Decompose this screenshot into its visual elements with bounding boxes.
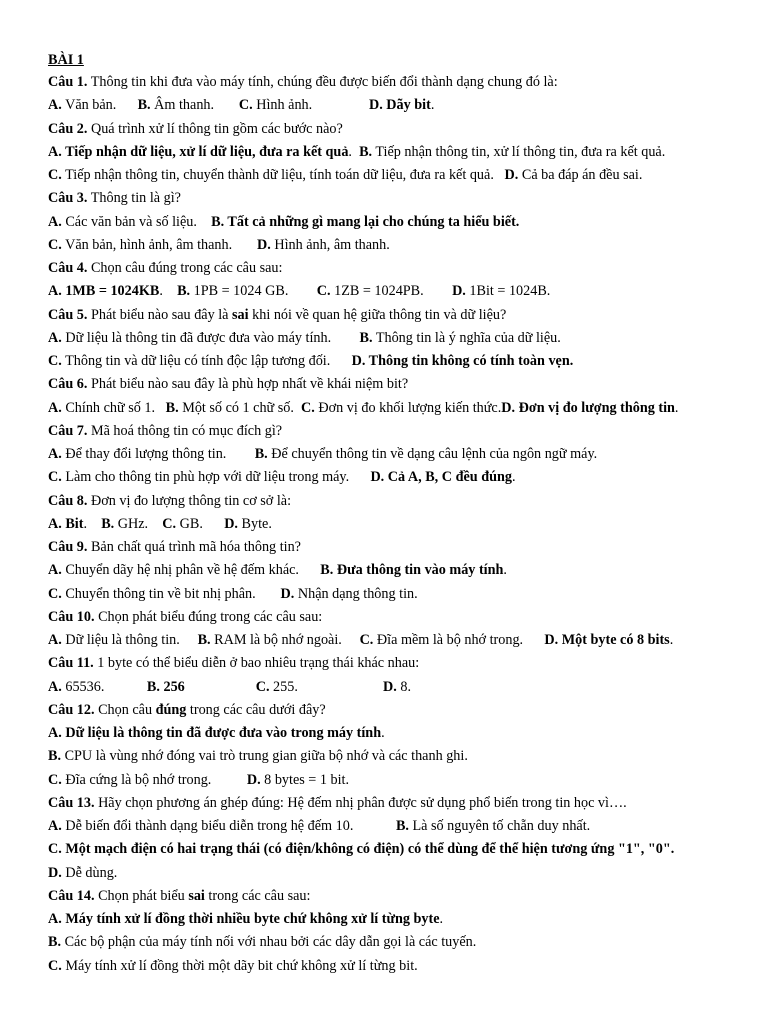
text-segment: Hình ảnh, âm thanh. [270,236,390,253]
text-segment: Đĩa mềm là bộ nhớ trong. [373,632,545,648]
bold-text: D. Đơn vị đo lượng thông tin [501,399,675,416]
bold-text: B. [177,283,191,300]
text-segment: Để chuyển thông tin về dạng câu lệnh của ngôn ngữ máy. [267,446,598,462]
text-segment: 1PB = 1024 GB. [190,283,317,300]
bold-text: D. [383,678,397,695]
text-segment: RAM là bộ nhớ ngoài. [210,632,360,648]
bold-text: Câu 6. [48,376,88,393]
text-segment: Dữ liệu là thông tin đã được đưa vào máy tính. [61,329,360,346]
bold-text: A. [48,213,62,230]
text-line [48,143,665,161]
text-segment: Chuyển dãy hệ nhị phân về hệ đếm khác. [61,562,321,579]
text-segment: Bản chất quá trình mã hóa thông tin? [87,539,301,555]
bold-text: D. [280,585,295,602]
bold-text: Câu 12. [48,701,95,718]
document-title: BÀI 1 [48,52,84,68]
text-segment: Dễ biến đổi thành dạng biểu diễn trong hệ đếm 10. [61,818,396,834]
bold-text: B. [359,143,373,160]
bold-text: D. [246,771,261,788]
text-line [48,96,434,114]
text-line [48,864,117,882]
bold-text: B. [137,97,151,114]
text-segment: . [348,143,360,160]
text-segment: . [503,562,507,579]
bold-text: B. [165,399,179,416]
text-line [48,492,291,510]
text-line [48,724,385,742]
bold-text: Câu 7. [48,422,88,439]
text-line [48,329,561,347]
bold-text: A. Dữ liệu là thông tin đã được đưa vào trong máy tính [48,725,382,741]
text-segment: Tiếp nhận thông tin, xử lí thông tin, đưa ra kết quả. [372,143,666,160]
text-line [48,538,301,556]
bold-text: Câu 1. [48,74,88,90]
text-segment: khi nói về quan hệ giữa thông tin và dữ liệu? [248,306,507,323]
text-line [48,654,419,672]
text-line [48,236,390,254]
text-line [48,468,516,486]
text-segment: Thông tin và dữ liệu có tính độc lập tương đối. [61,353,352,369]
text-segment: Một số có 1 chữ số. [178,399,302,416]
text-segment: Hãy chọn phương án ghép đúng: Hệ đếm nhị phân được sử dụng phổ biến trong tin học vì…. [94,794,627,811]
text-segment: 8 bytes = 1 bit. [260,771,350,788]
text-line [48,678,411,696]
text-segment [185,679,256,695]
bold-text: A. [48,818,62,834]
text-line [48,73,558,91]
text-segment: trong các câu dưới đây? [186,701,326,718]
bold-text: B. Đưa thông tin vào máy tính [320,562,504,579]
text-line [48,747,468,765]
text-segment: Các bộ phận của máy tính nối với nhau bởi các dây dẫn gọi là các tuyến. [61,934,477,951]
text-segment: 65536. [61,678,147,695]
text-segment: . [159,283,178,300]
bold-text: Câu 14. [48,887,95,904]
text-line [48,306,506,324]
bold-text: A. 1MB = 1024KB [48,283,160,300]
text-segment: GB. [176,515,225,532]
bold-text: sai [188,887,205,904]
bold-text: B. 256 [146,678,185,695]
bold-text: B. [197,632,211,648]
text-line [48,794,627,812]
text-segment: Phát biểu nào sau đây là [87,306,233,323]
text-segment: 1ZB = 1024PB. [330,283,453,300]
text-line [48,259,282,277]
text-segment: Thông tin khi đưa vào máy tính, chúng đều được biến đổi thành dạng chung đó là: [87,74,558,90]
text-segment: Thông tin là ý nghĩa của dữ liệu. [372,329,561,346]
text-segment: Văn bản. [61,97,138,114]
bold-text: D. [224,515,238,532]
bold-text: C. [238,97,253,114]
bold-text: C. [301,399,315,416]
text-segment: . [439,911,444,927]
text-segment: Thông tin là gì? [87,190,181,207]
bold-text: A. Máy tính xử lí đồng thời nhiều byte chứ không xử lí từng byte [48,911,440,927]
text-line [48,375,408,393]
bold-text: A. [48,97,62,114]
text-segment: Các văn bản và số liệu. [61,213,212,230]
bold-text: Câu 11. [48,655,94,672]
text-segment: Nhận dạng thông tin. [294,585,418,602]
text-segment: 1Bit = 1024B. [465,283,551,300]
text-segment: Đơn vị đo khối lượng kiến thức. [314,399,502,416]
bold-text: C. [48,957,62,974]
bold-text: D. Dãy bit [368,97,431,114]
bold-text: Câu 13. [48,794,95,811]
bold-text: Câu 3. [48,190,88,207]
text-segment: Quá trình xử lí thông tin gồm các bước nào? [87,120,343,137]
bold-text: Câu 10. [48,608,95,625]
text-line [48,561,507,579]
bold-text: D. [48,864,62,881]
bold-text: B. [395,818,409,834]
bold-text: D. [504,167,519,183]
text-line [48,120,343,138]
text-segment: Chọn câu [94,701,156,718]
text-line [48,282,550,300]
bold-text: C. Một mạch điện có hai trạng thái (có điện/không có điện) có thể dùng để thể hiện tương ứng "1", "0". [48,841,675,858]
text-segment: Chính chữ số 1. [61,399,166,416]
text-segment: Tiếp nhận thông tin, chuyển thành dữ liệu, tính toán dữ liệu, đưa ra kết quả. [61,167,505,183]
text-segment: CPU là vùng nhớ đóng vai trò trung gian giữa bộ nhớ và các thanh ghi. [61,748,468,765]
bold-text: C. [162,515,177,532]
bold-text: C. [48,167,62,183]
text-line [48,585,418,603]
text-line [48,887,310,905]
text-segment: 255. [269,678,383,695]
bold-text: B. [48,934,62,951]
text-segment: GHz. [114,515,163,532]
text-segment: Để thay đổi lượng thông tin. [61,446,255,462]
text-segment: Văn bản, hình ảnh, âm thanh. [61,236,257,253]
text-segment: . [511,469,516,486]
text-segment: Là số nguyên tố chẵn duy nhất. [408,818,591,834]
bold-text: C. [316,283,331,300]
bold-text: D. Một byte có 8 bits [544,632,670,648]
text-line [48,445,597,463]
text-segment: . [669,632,674,648]
bold-text: C. [48,353,62,369]
bold-text: A. [48,329,62,346]
bold-text: A. [48,632,62,648]
text-line [48,817,590,835]
text-line [48,352,573,370]
bold-text: A. [48,562,62,579]
bold-text: A. Tiếp nhận dữ liệu, xử lí dữ liệu, đưa ra kết quả [48,143,349,160]
bold-text: B. Tất cả những gì mang lại cho chúng ta hiểu biết. [211,213,520,230]
text-line [48,771,349,789]
text-line [48,840,674,858]
bold-text: B. [359,329,373,346]
bold-text: đúng [155,701,187,718]
text-line [48,608,322,626]
bold-text: B. [254,446,268,462]
text-segment: . [430,97,435,114]
text-line [48,213,519,231]
bold-text: C. [48,236,62,253]
text-segment: . [83,515,102,532]
text-line [48,399,678,417]
text-segment: Dễ dùng. [61,864,118,881]
text-segment: trong các câu sau: [204,887,311,904]
text-segment: . [674,399,679,416]
bold-text: D. Thông tin không có tính toàn vẹn. [351,353,574,369]
text-segment: Dữ liệu là thông tin. [61,632,198,648]
bold-text: C. [48,585,62,602]
text-segment: Chọn phát biểu đúng trong các câu sau: [94,608,323,625]
bold-text: Câu 2. [48,120,88,137]
bold-text: A. Bit [48,515,84,532]
text-line [48,910,443,928]
text-segment: 1 byte có thể biểu diễn ở bao nhiêu trạng thái khác nhau: [93,655,420,672]
bold-text: C. [48,469,62,486]
bold-text: B. [48,748,62,765]
text-line [48,957,418,975]
text-segment: Byte. [237,515,272,532]
bold-text: Câu 8. [48,492,88,509]
text-segment: . [381,725,385,741]
text-line [48,515,272,533]
bold-text: A. [48,399,62,416]
bold-text: C. [48,771,62,788]
bold-text: Câu 9. [48,539,88,555]
bold-text: Câu 4. [48,260,88,276]
bold-text: D. [256,236,271,253]
bold-text: C. [359,632,374,648]
bold-text: D. Cả A, B, C đều đúng [370,469,512,486]
text-line [48,166,642,184]
text-segment: Chọn câu đúng trong các câu sau: [87,260,283,276]
text-segment: Đơn vị đo lượng thông tin cơ sở là: [87,492,292,509]
bold-text: sai [232,306,249,323]
text-segment: Hình ảnh. [252,97,369,114]
text-segment: Mã hoá thông tin có mục đích gì? [87,422,283,439]
text-segment: Chuyển thông tin về bit nhị phân. [61,585,281,602]
bold-text: A. [48,678,62,695]
text-line [48,189,181,207]
text-segment: Cả ba đáp án đều sai. [518,167,643,183]
bold-text: B. [101,515,115,532]
text-line [48,933,476,951]
text-segment: Âm thanh. [150,97,239,114]
bold-text: Câu 5. [48,306,88,323]
bold-text: C. [255,678,270,695]
text-line [48,422,282,440]
text-segment: Làm cho thông tin phù hợp với dữ liệu trong máy. [61,469,371,486]
text-segment: Đĩa cứng là bộ nhớ trong. [61,771,247,788]
bold-text: D. [452,283,466,300]
text-segment: Phát biểu nào sau đây là phù hợp nhất về khái niệm bit? [87,376,409,393]
text-segment: 8. [396,678,411,695]
text-segment: Chọn phát biểu [94,887,189,904]
text-segment: Máy tính xử lí đồng thời một dãy bit chứ không xử lí từng bit. [61,957,418,974]
bold-text: A. [48,446,62,462]
text-line [48,631,673,649]
text-line [48,701,326,719]
